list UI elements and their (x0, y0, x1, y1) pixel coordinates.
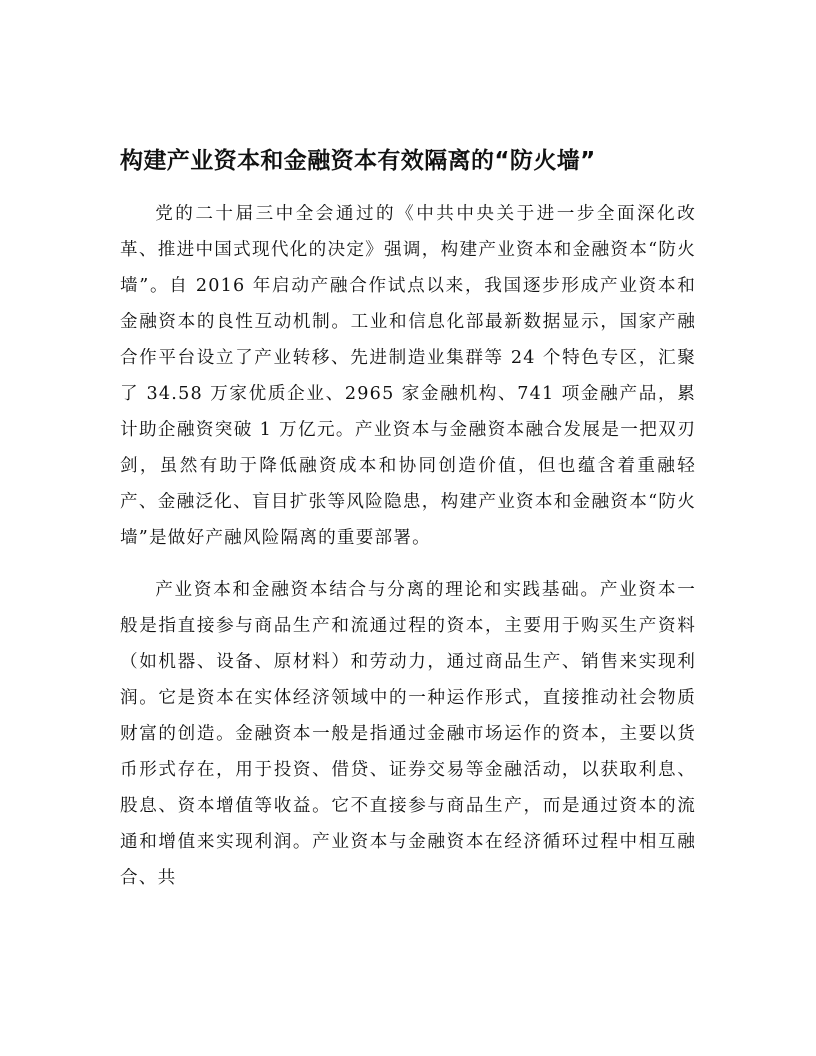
paragraph-1: 党的二十届三中全会通过的《中共中央关于进一步全面深化改革、推进中国式现代化的决定》强调，构建产业资本和金融资本“防火墙”。自 2016 年启动产融合作试点以来，我国逐步形成产业资本和金融资本的良性互动机制。工业和信息化部最新数据显示，国家产融合作平台设立了产业转移、先进制造业集群等 24 个特色专区，汇聚了 34.58 万家优质企业、2965 家金融机构、741 项金融产品，累计助企融资突破 1 万亿元。产业资本与金融资本融合发展是一把双刃剑，虽然有助于降低融资成本和协同创造价值，但也蕴含着重融轻产、金融泛化、盲目扩张等风险隐患，构建产业资本和金融资本“防火墙”是做好产融风险隔离的重要部署。 (120, 204, 696, 548)
document-title: 构建产业资本和金融资本有效隔离的“防火墙” (120, 148, 596, 174)
paragraph-2: 产业资本和金融资本结合与分离的理论和实践基础。产业资本一般是指直接参与商品生产和流通过程的资本，主要用于购买生产资料（如机器、设备、原材料）和劳动力，通过商品生产、销售来实现利润。它是资本在实体经济领域中的一种运作形式，直接推动社会物质财富的创造。金融资本一般是指通过金融市场运作的资本，主要以货币形式存在，用于投资、借贷、证券交易等金融活动，以获取利息、股息、资本增值等收益。它不直接参与商品生产，而是通过资本的流通和增值来实现利润。产业资本与金融资本在经济循环过程中相互融合、共 (120, 580, 696, 888)
